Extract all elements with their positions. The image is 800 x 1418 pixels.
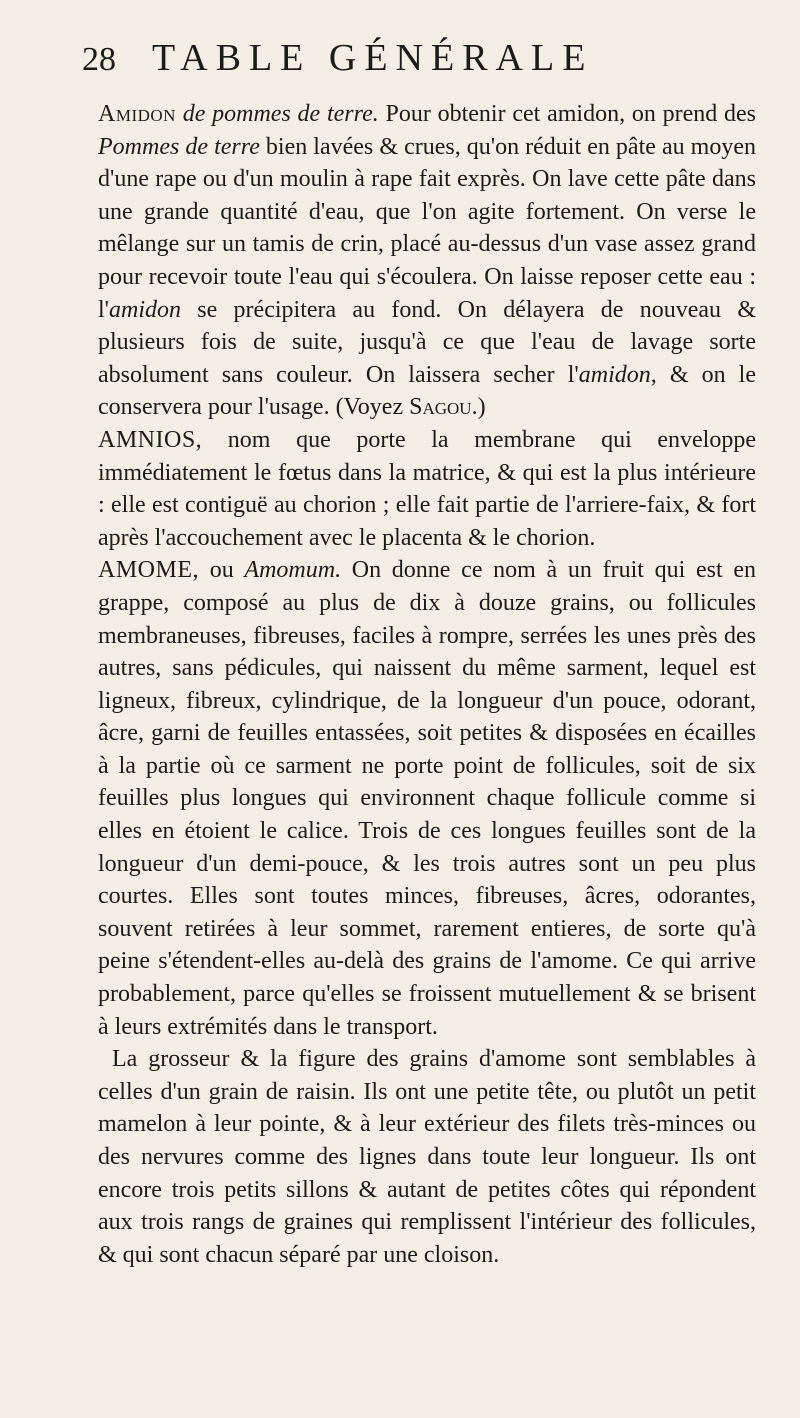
- entry-text: se précipitera au fond. On délayera de nouveau & plusieurs fois de suite, jusqu'à ce que l'eau de lavage sorte absolument sans couleur. On laissera secher l': [98, 296, 756, 388]
- dictionary-entry: [98, 98, 756, 424]
- entry-text: Pour obtenir cet amidon, on prend des: [378, 101, 756, 127]
- page-header: [82, 36, 756, 86]
- dictionary-entry: [98, 1043, 756, 1271]
- entry-text: Pommes de terre: [98, 133, 260, 160]
- entry-headword: Amidon: [98, 101, 176, 127]
- entry-text: amidon,: [578, 361, 657, 388]
- entry-text: & on le conservera pour l'usage. (Voyez: [98, 361, 756, 421]
- entry-text: ): [477, 394, 486, 421]
- dictionary-entry: [98, 424, 756, 554]
- entry-text: amidon: [109, 296, 181, 323]
- dictionary-entry: [98, 554, 756, 1043]
- entry-text: bien lavées & crues, qu'on réduit en pâte au moyen d'une rape ou d'un moulin à rape fait exprès. On lave cette pâte dans une grande quantité d'eau, que l'on agite fortement. On verse le mêlange sur un tamis de crin, placé au-dessus d'un vase assez grand pour recevoir toute l'eau qui s'écoulera. On laisse reposer cette eau : l': [98, 133, 756, 323]
- entry-list: [98, 98, 756, 1271]
- entry-text: La grosseur & la figure des grains d'amome sont semblables à celles d'un grain de raisin. Ils ont une petite tête, ou plutôt un petit mamelon à leur pointe, & à leur extérieur des filets très-minces ou des nervures comme des lignes dans toute leur longueur. Ils ont encore trois petits sillons & autant de petites côtes qui répondent aux trois rangs de graines qui remplissent l'intérieur des follicules, & qui sont chacun séparé par une cloison.: [98, 1046, 756, 1268]
- entry-text: On donne ce nom à un fruit qui est en grappe, composé au plus de dix à douze grains, ou follicules membraneuses, fibreuses, faciles à rompre, serrées les unes près des autres, sans pédicules, qui naissent du même sarment, lequel est ligneux, fibreux, cylindrique, de la longueur d'un pouce, odorant, âcre, garni de feuilles entassées, soit petites & disposées en écailles à la partie où ce sarment ne porte point de follicules, soit de six feuilles plus longues qui environnent chaque follicule comme si elles en étoient le calice. Trois de ces longues feuilles sont de la longueur d'un demi-pouce, & les trois autres sont un peu plus courtes. Elles sont toutes minces, fibreuses, âcres, odorantes, souvent retirées à leur sommet, rarement entieres, de sorte qu'à peine s'étendent-elles au-delà des grains de l'amome. Ce qui arrive probablement, parce qu'elles se froissent mutuellement & se brisent à leurs extrémités dans le transport.: [98, 557, 756, 1040]
- page-number: 28: [82, 41, 116, 78]
- entry-text: ou: [199, 557, 245, 584]
- running-title: TABLE GÉNÉRALE: [152, 37, 594, 79]
- entry-text: Sagou.: [409, 394, 478, 421]
- entry-headword: AMOME,: [98, 557, 200, 584]
- entry-text: de pommes de terre.: [182, 101, 379, 127]
- entry-text: [176, 101, 183, 127]
- entry-headword: AMNIOS,: [98, 426, 203, 453]
- entry-text: nom que porte la membrane qui enveloppe immédiatement le fœtus dans la matrice, & qui est la plus intérieure : elle est contiguë au chorion ; elle fait partie de l'arriere-faix, & fort après l'accouchement avec le placenta & le chorion.: [98, 426, 756, 551]
- entry-text: Amomum.: [244, 557, 342, 584]
